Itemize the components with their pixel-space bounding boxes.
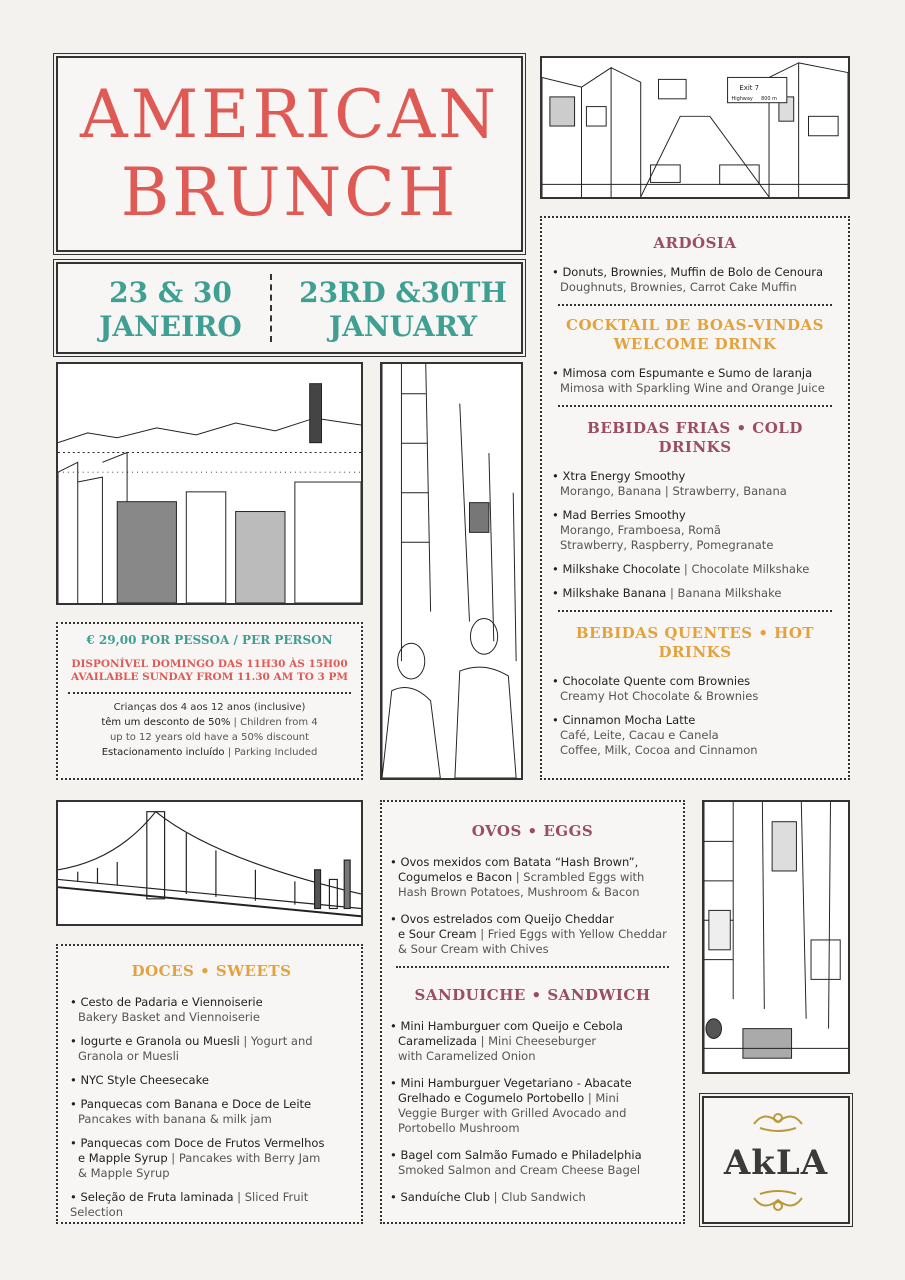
sign-exit: Exit 7 xyxy=(739,84,760,93)
item-name: • NYC Style Cheesecake xyxy=(70,1073,209,1087)
ardosia-title: ARDÓSIA xyxy=(653,234,737,252)
list-item xyxy=(552,713,838,758)
item-translation: Granola or Muesli xyxy=(78,1049,179,1063)
price-box xyxy=(56,622,363,780)
parking-line: Estacionamento incluído | Parking Included xyxy=(101,747,318,758)
list-item xyxy=(552,366,838,396)
divider xyxy=(558,405,832,407)
item-name: • Xtra Energy Smoothy xyxy=(552,469,686,483)
item-translation: Morango, Banana | Strawberry, Banana xyxy=(560,484,787,498)
item-name-cont: Grelhado e Cogumelo Portobello | Mini xyxy=(398,1091,619,1105)
availability-en: AVAILABLE SUNDAY FROM 11.30 AM TO 3 PM xyxy=(70,671,349,683)
sign-distance: 800 m xyxy=(761,95,777,102)
item-name: • Panquecas com Banana e Doce de Leite xyxy=(70,1097,312,1111)
welcome-title-2: WELCOME DRINK xyxy=(613,335,777,353)
divider xyxy=(558,610,832,612)
item-translation: Doughnuts, Brownies, Carrot Cake Muffin xyxy=(560,280,797,294)
street-signs-illustration xyxy=(702,800,850,1074)
street-couple-illustration xyxy=(380,362,523,780)
list-item xyxy=(390,1148,675,1178)
list-item xyxy=(552,562,838,577)
sweets-title: DOCES • SWEETS xyxy=(131,962,292,980)
sweets-box xyxy=(56,944,363,1224)
item-translation: Mimosa with Sparkling Wine and Orange Juice xyxy=(560,381,825,395)
kids-line-1: Crianças dos 4 aos 12 anos (inclusive) xyxy=(113,702,306,713)
item-translation: Pancakes with banana & milk jam xyxy=(78,1112,272,1126)
item-translation: Morango, Framboesa, Romã xyxy=(560,523,721,537)
list-item xyxy=(552,674,838,704)
price-line: € 29,00 POR PESSOA / PER PERSON xyxy=(86,633,333,647)
dates-en-line2: JANUARY xyxy=(328,310,478,343)
item-name: • Milkshake Chocolate | Chocolate Milkshake xyxy=(552,562,810,576)
bridge-illustration xyxy=(56,800,363,926)
list-item xyxy=(552,469,838,499)
dates-separator xyxy=(270,274,272,342)
item-translation: Creamy Hot Chocolate & Brownies xyxy=(560,689,759,703)
item-name: • Bagel com Salmão Fumado e Philadelphia xyxy=(390,1148,642,1162)
item-name: • Mini Hamburguer Vegetariano - Abacate xyxy=(390,1076,632,1090)
kids-line-2: têm um desconto de 50% | Children from 4 xyxy=(101,717,318,728)
list-item xyxy=(552,586,838,601)
list-item xyxy=(552,508,838,553)
item-translation: Portobello Mushroom xyxy=(398,1121,520,1135)
dates-box xyxy=(56,262,523,354)
item-name: • Mimosa com Espumante e Sumo de laranja xyxy=(552,366,813,380)
hot-drinks-title: BEBIDAS QUENTES • HOT DRINKS xyxy=(575,624,815,661)
item-translation: Smoked Salmon and Cream Cheese Bagel xyxy=(398,1163,641,1177)
item-translation: Hash Brown Potatoes, Mushroom & Bacon xyxy=(398,885,640,899)
item-translation: Bakery Basket and Viennoiserie xyxy=(78,1010,260,1024)
eggs-title: OVOS • EGGS xyxy=(471,822,594,840)
dates-pt xyxy=(58,276,283,344)
list-item xyxy=(390,1076,675,1136)
item-name: • Panquecas com Doce de Frutos Vermelhos xyxy=(70,1136,325,1150)
item-name: • Sanduíche Club | Club Sandwich xyxy=(390,1190,586,1204)
drinks-menu-box xyxy=(540,216,850,780)
item-translation: & Sour Cream with Chives xyxy=(398,942,549,956)
item-name-cont: e Mapple Syrup | Pancakes with Berry Jam xyxy=(78,1151,321,1165)
item-name: • Milkshake Banana | Banana Milkshake xyxy=(552,586,782,600)
item-translation: Coffee, Milk, Cocoa and Cinnamon xyxy=(560,743,758,757)
list-item xyxy=(390,912,675,957)
item-name: • Ovos mexidos com Batata “Hash Brown”, xyxy=(390,855,639,869)
item-translation: with Caramelized Onion xyxy=(398,1049,536,1063)
item-name: • Iogurte e Granola ou Muesli | Yogurt and xyxy=(70,1034,313,1048)
item-name: • Mini Hamburguer com Queijo e Cebola xyxy=(390,1019,623,1033)
divider xyxy=(396,966,669,968)
sign-highway: Highway xyxy=(731,95,753,102)
item-name: • Chocolate Quente com Brownies xyxy=(552,674,751,688)
divider xyxy=(558,304,832,306)
sandwich-title: SANDUICHE • SANDWICH xyxy=(414,986,651,1004)
list-item xyxy=(552,265,838,295)
item-translation: Strawberry, Raspberry, Pomegranate xyxy=(560,538,774,552)
title-line2: BRUNCH xyxy=(120,154,459,231)
list-item xyxy=(70,1034,353,1064)
eggs-sandwich-box xyxy=(380,800,685,1224)
cold-drinks-title: BEBIDAS FRIAS • COLD DRINKS xyxy=(587,419,803,456)
list-item xyxy=(70,1097,353,1127)
availability-pt: DISPONÍVEL DOMINGO DAS 11H30 ÀS 15H00 xyxy=(71,658,348,670)
list-item xyxy=(70,995,353,1025)
list-item xyxy=(390,1019,675,1064)
title-line1: AMERICAN xyxy=(79,76,500,153)
list-item xyxy=(70,1073,353,1088)
dates-pt-line2: JANEIRO xyxy=(99,310,242,343)
logo-box xyxy=(702,1096,850,1224)
dates-en xyxy=(283,276,523,344)
list-item xyxy=(70,1136,353,1181)
list-item xyxy=(390,855,675,900)
item-translation: & Mapple Syrup xyxy=(78,1166,170,1180)
item-name: • Ovos estrelados com Queijo Cheddar xyxy=(390,912,614,926)
list-item xyxy=(70,1190,353,1220)
item-name-cont: Cogumelos e Bacon | Scrambled Eggs with xyxy=(398,870,645,884)
item-name-cont: e Sour Cream | Fried Eggs with Yellow Cheddar xyxy=(398,927,667,941)
item-name-cont: Caramelizada | Mini Cheeseburger xyxy=(398,1034,597,1048)
times-square-illustration xyxy=(540,56,850,199)
dates-pt-line1: 23 & 30 xyxy=(109,276,232,309)
list-item xyxy=(390,1190,675,1205)
item-name: • Seleção de Fruta laminada | Sliced Fruit Selection xyxy=(70,1190,309,1219)
item-translation: Café, Leite, Cacau e Canela xyxy=(560,728,719,742)
logo-text: AkLA xyxy=(723,1143,829,1183)
item-name: • Cinnamon Mocha Latte xyxy=(552,713,696,727)
item-name: • Cesto de Padaria e Viennoiserie xyxy=(70,995,263,1009)
welcome-title-1: COCKTAIL DE BOAS-VINDAS xyxy=(566,316,824,334)
skyline-illustration xyxy=(56,362,363,605)
item-name: • Mad Berries Smoothy xyxy=(552,508,686,522)
title-box xyxy=(56,56,523,252)
item-translation: Veggie Burger with Grilled Avocado and xyxy=(398,1106,627,1120)
kids-line-3: up to 12 years old have a 50% discount xyxy=(109,732,310,743)
item-name: • Donuts, Brownies, Muffin de Bolo de Cenoura xyxy=(552,265,824,279)
divider xyxy=(68,692,351,694)
dates-en-line1: 23RD &30TH xyxy=(299,276,507,309)
